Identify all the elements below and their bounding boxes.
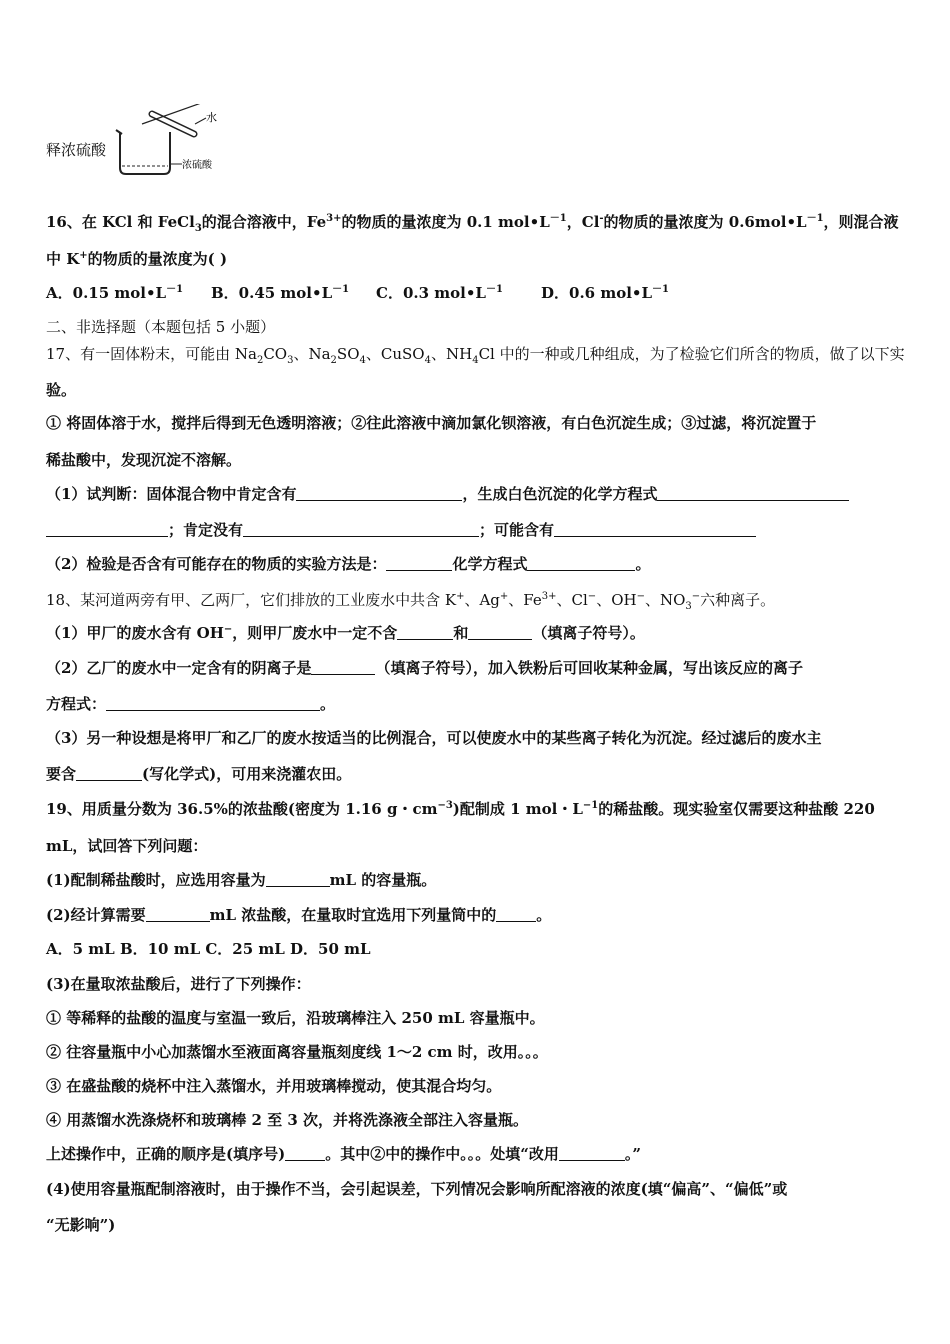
q16-option-a: A．0.15 $mol•L^{-1}$ [46, 284, 184, 302]
q19-line3: (1)配制稀盐酸时，应选用容量为 mL 的容量瓶。 [46, 871, 437, 889]
blank-field[interactable] [146, 906, 210, 922]
blank-field[interactable] [559, 1145, 625, 1161]
q19-line5: A．5 mL B．10 mL C．25 mL D．50 mL [46, 940, 371, 958]
q18-line1: 18、某河道两旁有甲、乙两厂，它们排放的工业废水中共含 K+、Ag+、$Fe^{3+}$、Cl−、OH−、$NO_3^-$六种离子。 [46, 591, 776, 612]
blank-field[interactable] [285, 1145, 325, 1161]
q17-line5: （1）试判断：固体混合物中肯定含有 ，生成白色沉淀的化学方程式 [46, 484, 910, 504]
q16-option-b: B．0.45 $mol•L^{-1}$ [211, 284, 350, 302]
q19-line11: 上述操作中，正确的顺序是(填序号) 。其中②中的操作中。。。处填“改用 。” [46, 1145, 641, 1163]
figure-prefix-text: 释浓硫酸 [46, 141, 107, 159]
q17-line6: ；肯定没有 ；可能含有 [46, 520, 910, 540]
blank-field[interactable] [296, 485, 462, 501]
q19-line6: (3)在量取浓盐酸后，进行了下列操作： [46, 975, 311, 993]
blank-field[interactable] [554, 521, 756, 537]
q18-line2: （1）甲厂的废水含有 OH−，则甲厂废水中一定不含 和 （填离子符号）。 [46, 624, 645, 642]
label-conc-acid: 浓硫酸 [182, 160, 212, 171]
blank-field[interactable] [311, 659, 375, 675]
q16-options [46, 283, 910, 303]
q19-line4: (2)经计算需要 mL 浓盐酸，在量取时宜选用下列量筒中的 。 [46, 906, 552, 924]
q17-line1: 17、有一固体粉末，可能由 $Na_2CO_3$、$Na_2SO_4$、CuSO$_4$、$NH_4Cl$ 中的一种或几种组成，为了检验它们所含的物质，做了以下实 [46, 345, 905, 366]
q18-line4: 方程式： 。 [46, 695, 336, 713]
blank-field[interactable] [266, 871, 330, 887]
q16-line2: 中 K+的物质的量浓度为( ) [46, 250, 228, 268]
blank-field[interactable] [106, 695, 320, 711]
blank-field[interactable] [386, 555, 452, 571]
q17-line4: 稀盐酸中，发现沉淀不溶解。 [46, 451, 242, 469]
q17-line3: ① 将固体溶于水，搅拌后得到无色透明溶液；②往此溶液中滴加氯化钡溶液，有白色沉淀生成；③过滤，将沉淀置于 [46, 414, 817, 432]
q18-line3: （2）乙厂的废水中一定含有的阴离子是 （填离子符号），加入铁粉后可回收某种金属，写出该反应的离子 [46, 659, 803, 677]
beaker-diagram [112, 104, 224, 176]
q19-line10: ④ 用蒸馏水洗涤烧杯和玻璃棒 2 至 3 次，并将洗涤液全部注入容量瓶。 [46, 1111, 528, 1129]
section-2-heading: 二、非选择题（本题包括 5 小题） [46, 318, 276, 336]
blank-field[interactable] [397, 624, 453, 640]
blank-field[interactable] [243, 521, 479, 537]
q16-option-d: D．0.6 $mol•L^{-1}$ [541, 284, 670, 302]
blank-field[interactable] [46, 521, 168, 537]
label-water: 水 [206, 111, 217, 124]
q19-line1: 19、用质量分数为 36.5%的浓盐酸(密度为 1.16 g・$cm^{-3}$)配制成 1 mol・$L^{-1}$的稀盐酸。现实验室仅需要这种盐酸 220 [46, 800, 875, 818]
blank-field[interactable] [76, 765, 142, 781]
q17-line7: （2）检验是否含有可能存在的物质的实验方法是： 化学方程式 。 [46, 555, 651, 573]
q19-line2: mL，试回答下列问题： [46, 837, 208, 855]
q19-line13: “无影响”) [46, 1216, 116, 1234]
q18-line5: （3）另一种设想是将甲厂和乙厂的废水按适当的比例混合，可以使废水中的某些离子转化为沉淀。经过滤后的废水主 [46, 729, 822, 747]
q19-line9: ③ 在盛盐酸的烧杯中注入蒸馏水，并用玻璃棒搅动，使其混合均匀。 [46, 1077, 502, 1095]
q17-line2: 验。 [46, 381, 77, 399]
blank-field[interactable] [496, 906, 536, 922]
q16-line1: 16、在 KCl 和 FeCl$_3$的混合溶液中，$Fe^{3+}$的物质的量浓度为 0.1 $mol•L^{-1}$，Cl-的物质的量浓度为 $0.6mol•L^{-1}$，则混合液 [46, 213, 899, 234]
q18-line6: 要含 (写化学式)，可用来浇灌农田。 [46, 765, 352, 783]
q19-line12: (4)使用容量瓶配制溶液时，由于操作不当，会引起误差，下列情况会影响所配溶液的浓度(填“偏高”、“偏低”或 [46, 1180, 788, 1198]
blank-field[interactable] [657, 485, 849, 501]
blank-field[interactable] [468, 624, 532, 640]
q19-line7: ① 等稀释的盐酸的温度与室温一致后，沿玻璃棒注入 250 mL 容量瓶中。 [46, 1009, 545, 1027]
q16-option-c: C．0.3 $mol•L^{-1}$ [376, 284, 503, 302]
q19-line8: ② 往容量瓶中小心加蒸馏水至液面离容量瓶刻度线 1～2 cm 时，改用。。。 [46, 1043, 548, 1061]
blank-field[interactable] [527, 555, 635, 571]
